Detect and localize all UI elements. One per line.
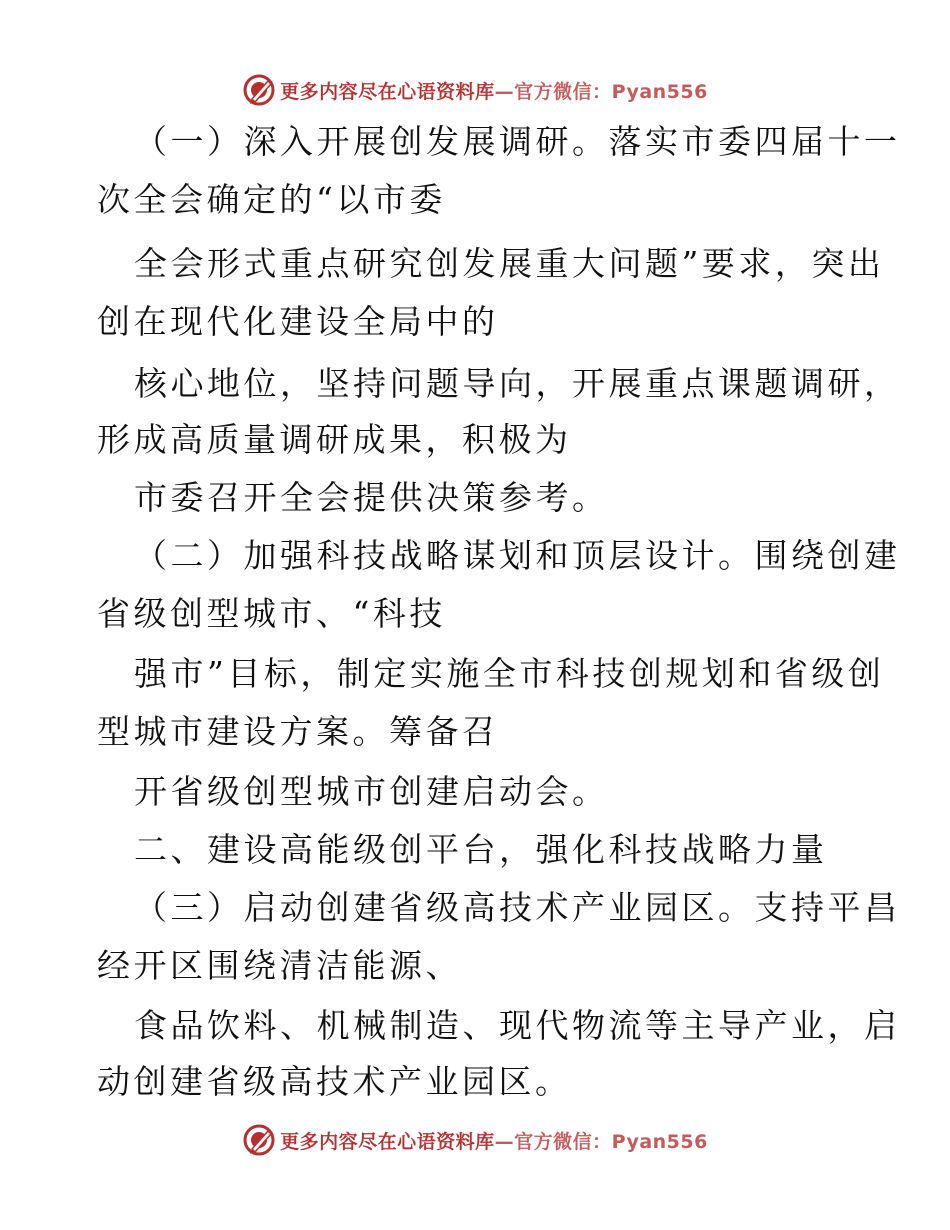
footer-watermark-banner	[0, 1120, 950, 1160]
text-line: 动创建省级高技术产业园区。	[97, 1062, 572, 1101]
text-line: （三）启动创建省级高技术产业园区。支持平昌	[134, 888, 901, 927]
text-line: 次全会确定的“以市委	[97, 180, 446, 219]
text-line: 省级创型城市、“科技	[97, 594, 446, 633]
text-line: 全会形式重点研究创发展重大问题”要求，突出	[134, 244, 885, 283]
text-line: 核心地位，坚持问题导向，开展重点课题调研，	[134, 364, 901, 403]
text-line: 开省级创型城市创建启动会。	[134, 772, 609, 811]
text-line: （二）加强科技战略谋划和顶层设计。围绕创建	[134, 536, 901, 575]
text-line: 强市”目标，制定实施全市科技创规划和省级创	[134, 654, 885, 693]
text-line: 市委召开全会提供决策参考。	[134, 478, 609, 517]
text-line: 型城市建设方案。筹备召	[97, 712, 499, 751]
text-line: 创在现代化建设全局中的	[97, 302, 499, 341]
text-line: 形成高质量调研成果，积极为	[97, 420, 572, 459]
text-line: 食品饮料、机械制造、现代物流等主导产业，启	[134, 1006, 901, 1045]
text-line: （一）深入开展创发展调研。落实市委四届十一	[134, 122, 901, 161]
pen-logo-icon	[242, 1123, 276, 1157]
text-line: 二、建设高能级创平台，强化科技战略力量	[134, 830, 828, 869]
pen-logo-icon	[242, 73, 276, 107]
text-line: 经开区围绕清洁能源、	[97, 946, 462, 985]
watermark-text: 更多内容尽在心语资料库—官方微信：Pyan556	[280, 80, 708, 103]
header-watermark-banner	[0, 70, 950, 110]
watermark-text: 更多内容尽在心语资料库—官方微信：Pyan556	[280, 1130, 708, 1153]
